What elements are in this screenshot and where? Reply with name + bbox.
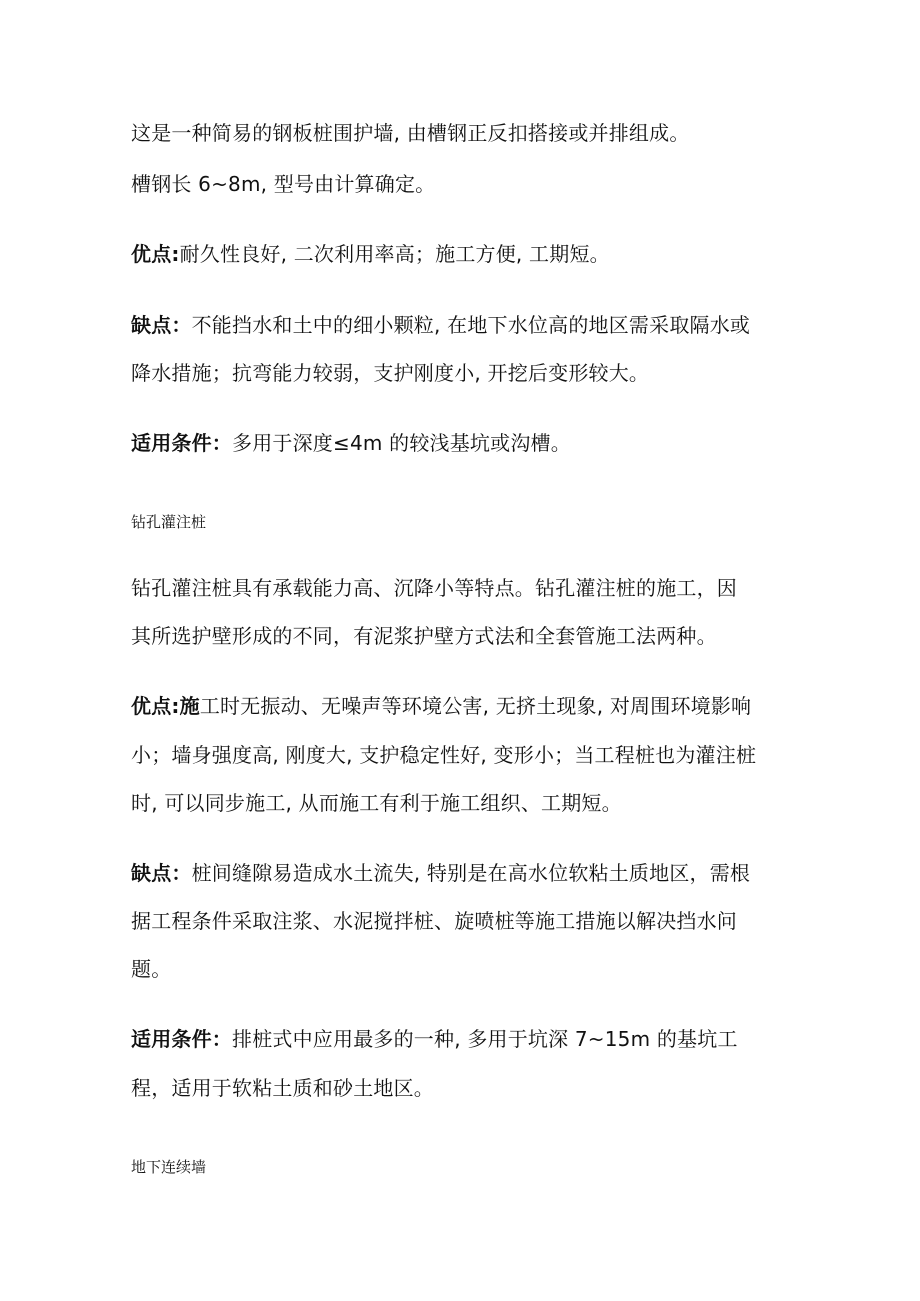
conditions-label: 适用条件： (131, 1027, 232, 1051)
disadvantages-label: 缺点： (131, 861, 192, 885)
disadvantages-line-3: 题。 (131, 957, 172, 981)
section-heading (131, 1157, 206, 1177)
paragraph-line (131, 170, 435, 198)
section-heading-diaphragm-wall: 地下连续墙 (131, 1158, 207, 1176)
bored-piles-intro-line-2: 其所选护壁形成的不同，有泥浆护壁方式法和全套管施工法两种。 (131, 624, 717, 648)
paragraph-line (131, 119, 690, 147)
conditions-paragraph (131, 1025, 738, 1053)
disadvantages-paragraph (131, 311, 750, 339)
paragraph-line (131, 1074, 434, 1102)
disadvantages-paragraph (131, 859, 750, 887)
paragraph-line (131, 622, 717, 650)
conditions-text: 多用于深度≤4m 的较浅基坑或沟槽。 (232, 431, 571, 455)
paragraph-line (131, 955, 171, 983)
paragraph-line (131, 907, 737, 935)
conditions-label: 适用条件： (131, 431, 232, 455)
section-heading-bored-piles: 钻孔灌注桩 (131, 513, 207, 531)
intro-line-2: 槽钢长 6~8m, 型号由计算确定。 (131, 172, 436, 196)
bored-piles-intro-line-1: 钻孔灌注桩具有承载能力高、沉降小等特点。钻孔灌注桩的施工，因 (131, 576, 737, 600)
section-heading (131, 512, 206, 532)
advantages-label-continued: 施 (179, 694, 200, 718)
paragraph-line (131, 574, 737, 602)
advantages-paragraph (131, 240, 610, 268)
intro-line-1: 这是一种简易的钢板桩围护墙, 由槽钢正反扣搭接或并排组成。 (131, 121, 690, 145)
paragraph-line (131, 741, 756, 769)
advantages-paragraph (131, 692, 751, 720)
advantages-line-2: 小；墙身强度高, 刚度大, 支护稳定性好, 变形小；当工程桩也为灌注桩 (131, 743, 757, 767)
disadvantages-line-2: 降水措施；抗弯能力较弱，支护刚度小, 开挖后变形较大。 (131, 361, 650, 385)
paragraph-line (131, 789, 622, 817)
paragraph-line (131, 359, 649, 387)
advantages-label: 优点: (131, 242, 180, 266)
advantages-text: 耐久性良好, 二次利用率高；施工方便, 工期短。 (179, 242, 610, 266)
conditions-line-2: 程，适用于软粘土质和砂土地区。 (131, 1076, 434, 1100)
conditions-line-1: 排桩式中应用最多的一种, 多用于坑深 7~15m 的基坑工 (232, 1027, 738, 1051)
disadvantages-line-1: 桩间缝隙易造成水土流失, 特别是在高水位软粘土质地区，需根 (191, 861, 751, 885)
conditions-paragraph (131, 429, 571, 457)
disadvantages-line-2: 据工程条件采取注浆、水泥搅拌桩、旋喷桩等施工措施以解决挡水问 (131, 909, 737, 933)
advantages-line-1: 工时无振动、无噪声等环境公害, 无挤土现象, 对周围环境影响 (199, 694, 752, 718)
disadvantages-line-1: 不能挡水和土中的细小颗粒, 在地下水位高的地区需采取隔水或 (191, 313, 751, 337)
disadvantages-label: 缺点： (131, 313, 192, 337)
advantages-line-3: 时, 可以同步施工, 从而施工有利于施工组织、工期短。 (131, 791, 622, 815)
advantages-label: 优点: (131, 694, 180, 718)
